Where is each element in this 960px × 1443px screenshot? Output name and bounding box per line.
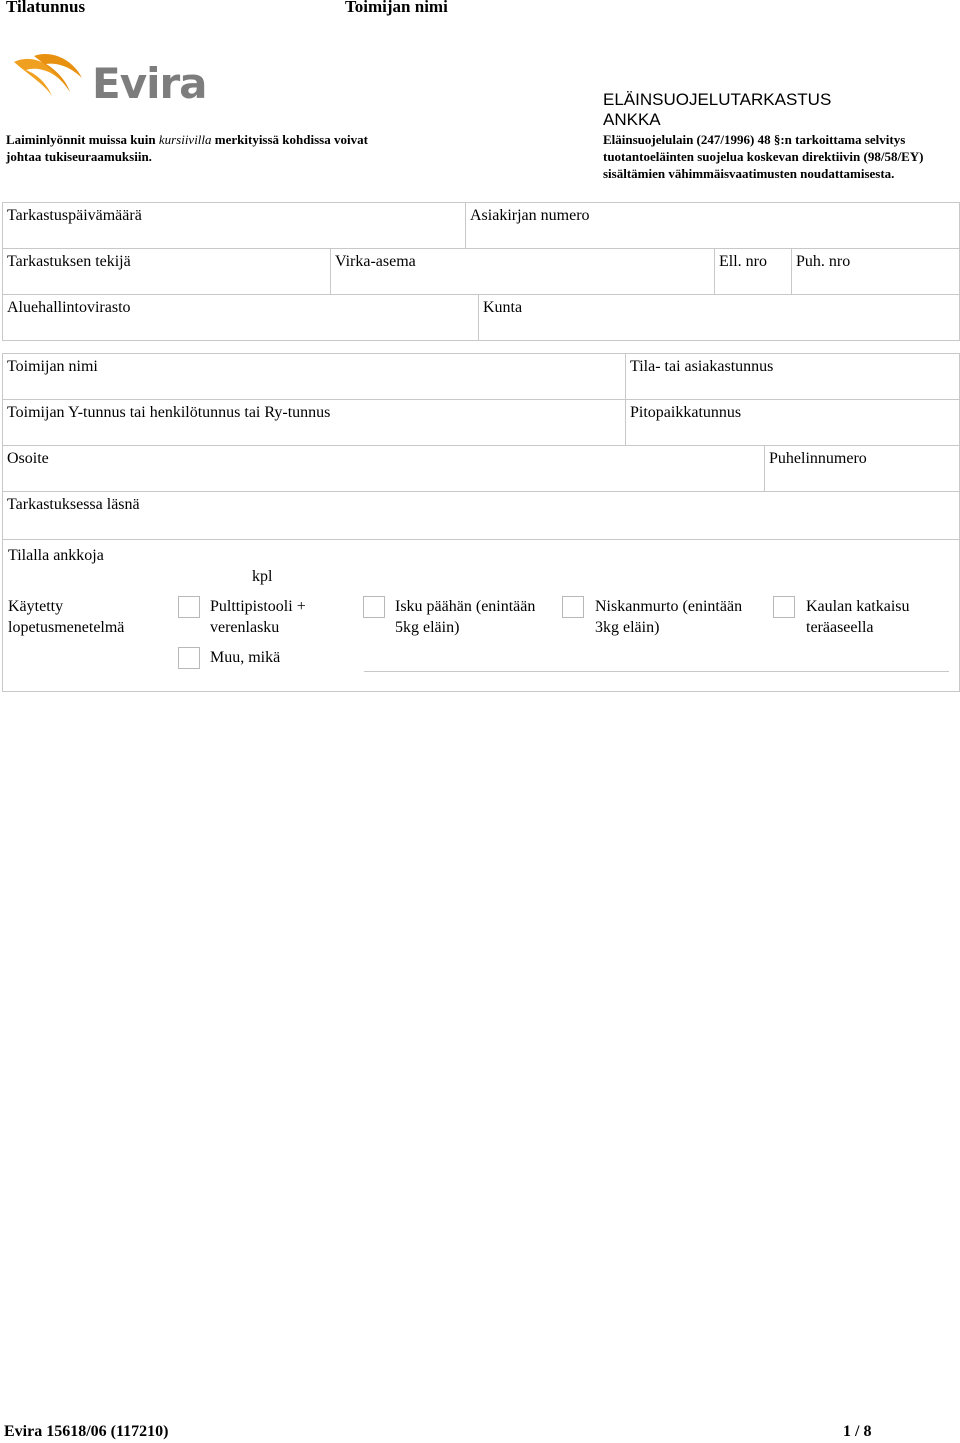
header-tilatunnus: Tilatunnus: [6, 0, 86, 16]
ell-number-field[interactable]: [714, 248, 792, 295]
notice-text: Laiminlyönnit muissa kuin kursiivilla merkityissä kohdissa voivat johtaa tukiseuraamuksiin.: [6, 132, 368, 164]
option-decapitation-label: Kaulan katkaisu teräaseella: [806, 598, 910, 636]
checkbox-neck-dislocation[interactable]: [562, 596, 584, 618]
method-label: Käytetty lopetusmenetelmä: [8, 598, 125, 636]
checkbox-bolt-pistol[interactable]: [178, 596, 200, 618]
other-method-input-line[interactable]: [364, 671, 949, 672]
ell-number-label: Ell. nro: [719, 253, 767, 270]
address-label: Osoite: [7, 450, 49, 467]
inspector-label: Tarkastuksen tekijä: [7, 253, 131, 270]
inspector-field[interactable]: [2, 248, 331, 295]
evira-logo: [12, 52, 207, 110]
evira-wordmark: Evira: [92, 59, 207, 108]
option-other-label: Muu, mikä: [210, 649, 281, 666]
farm-id-label: Tila- tai asiakastunnus: [630, 358, 774, 375]
inspection-date-field[interactable]: [2, 202, 466, 249]
law-reference: Eläinsuojelulain (247/1996) 48 §:n tarkoittama selvitys tuotantoeläinten suojelua koskevan direktiivin (98/58/EY) sisältämien vähimmäisvaatimusten noudattamisesta.: [603, 132, 924, 181]
header-toimijan-nimi: Toimijan nimi: [345, 0, 448, 16]
checkbox-head-blow[interactable]: [363, 596, 385, 618]
premises-id-label: Pitopaikkatunnus: [630, 404, 742, 421]
operator-id-field[interactable]: [2, 399, 626, 446]
option-head-blow-label: Isku päähän (enintään 5kg eläin): [395, 598, 536, 636]
option-bolt-pistol-label: Pulttipistooli + verenlasku: [210, 598, 306, 636]
page-number: 1 / 8: [843, 1423, 872, 1440]
phone-number-field[interactable]: [791, 248, 960, 295]
unit-label: kpl: [252, 568, 273, 585]
document-title: ELÄINSUOJELUTARKASTUS ANKKA: [603, 90, 832, 129]
regional-agency-label: Aluehallintovirasto: [7, 299, 131, 316]
option-neck-dislocation-label: Niskanmurto (enintään 3kg eläin): [595, 598, 743, 636]
present-label: Tarkastuksessa läsnä: [7, 496, 140, 513]
present-field[interactable]: [2, 491, 960, 540]
checkbox-other[interactable]: [178, 647, 200, 669]
ducks-on-farm-label: Tilalla ankkoja: [8, 547, 104, 564]
office-field[interactable]: [330, 248, 715, 295]
phone-field[interactable]: [764, 445, 960, 492]
office-label: Virka-asema: [335, 253, 416, 270]
phone-label: Puhelinnumero: [769, 450, 867, 467]
document-number-field[interactable]: [465, 202, 960, 249]
regional-agency-field[interactable]: [2, 294, 479, 341]
document-number-label: Asiakirjan numero: [470, 207, 590, 224]
checkbox-decapitation[interactable]: [773, 596, 795, 618]
farm-id-field[interactable]: [625, 353, 960, 400]
form-code: Evira 15618/06 (117210): [4, 1423, 169, 1440]
evira-logo-mark: [12, 52, 92, 110]
premises-id-field[interactable]: [625, 399, 960, 446]
operator-name-field[interactable]: [2, 353, 626, 400]
phone-number-label: Puh. nro: [796, 253, 851, 270]
inspection-date-label: Tarkastuspäivämäärä: [7, 207, 142, 224]
address-field[interactable]: [2, 445, 765, 492]
operator-id-label: Toimijan Y-tunnus tai henkilötunnus tai Ry-tunnus: [7, 404, 331, 421]
municipality-field[interactable]: [478, 294, 960, 341]
municipality-label: Kunta: [483, 299, 523, 316]
operator-name-label: Toimijan nimi: [7, 358, 98, 375]
